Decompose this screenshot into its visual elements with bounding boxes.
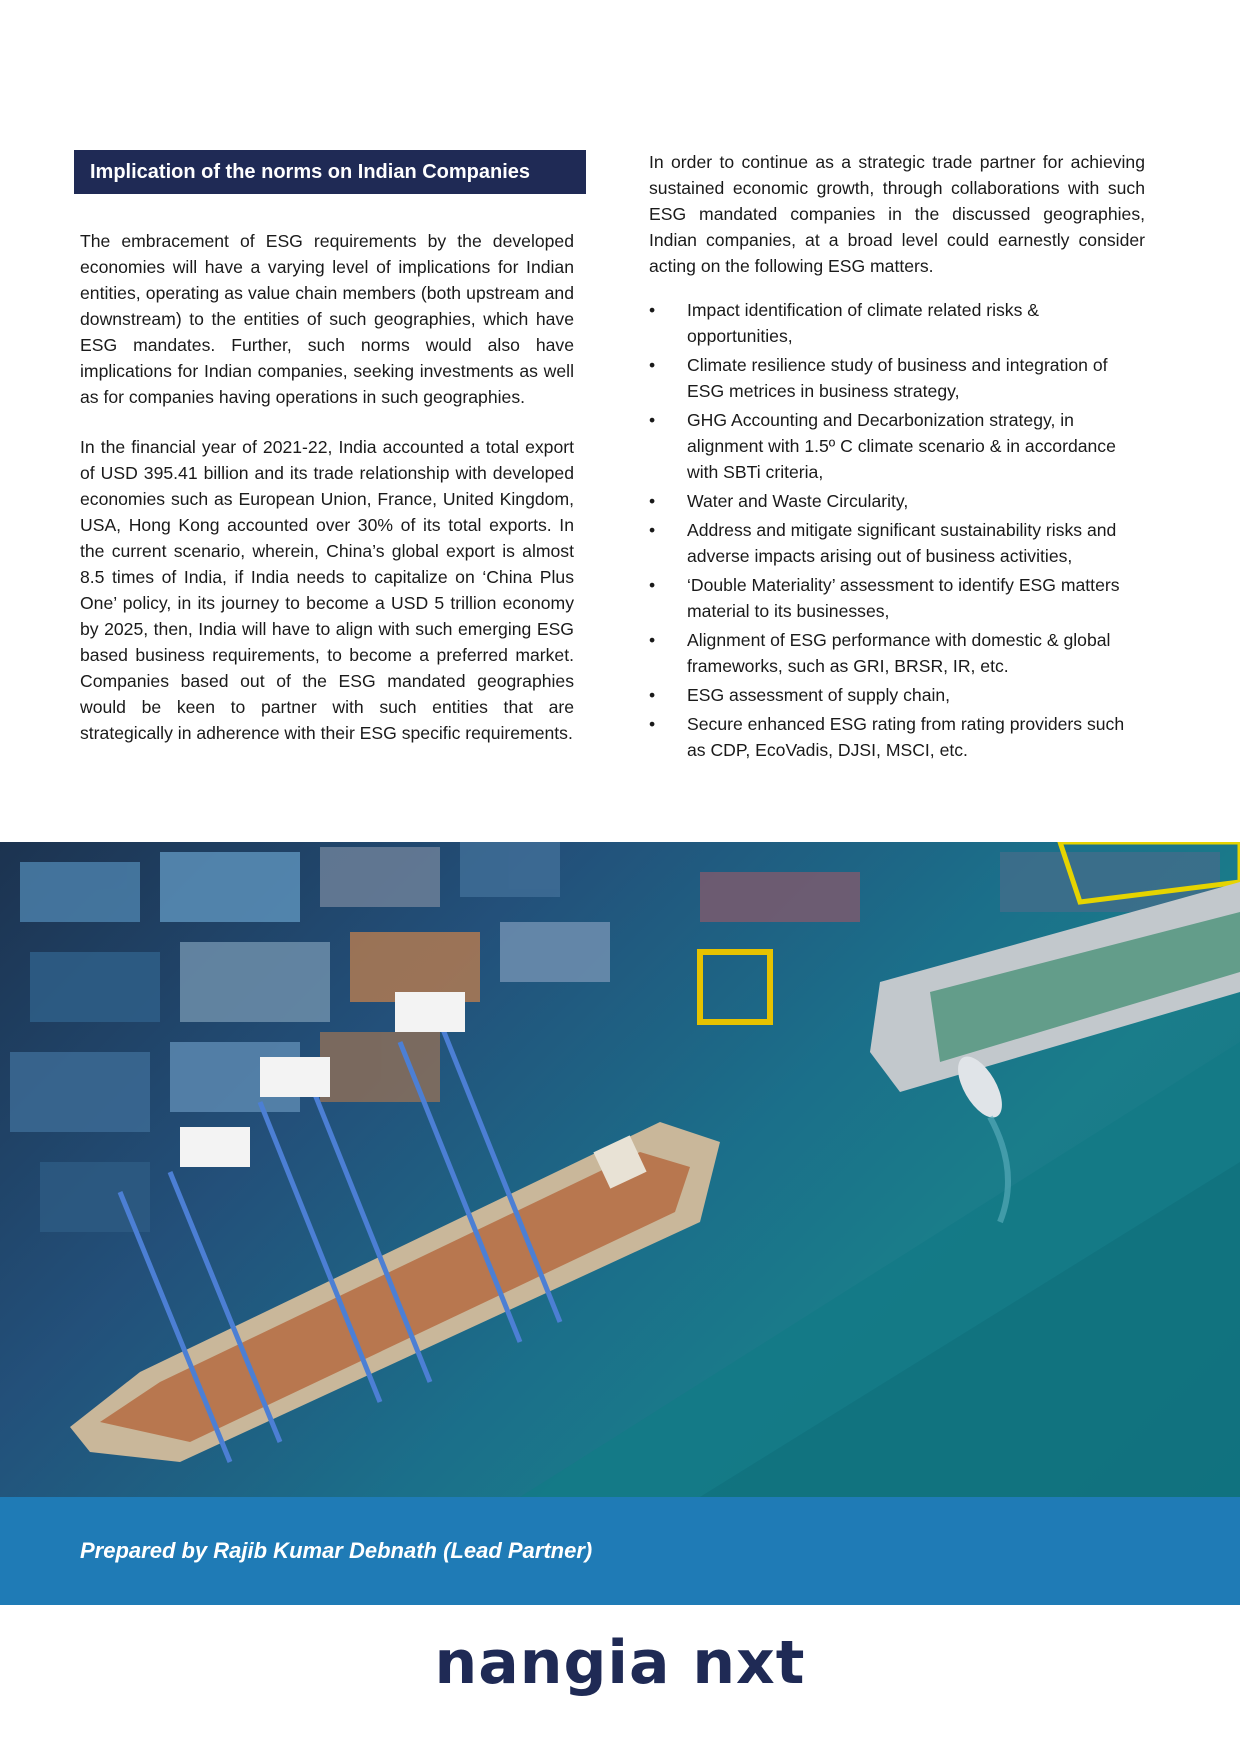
- paragraph: The embracement of ESG requirements by the developed economies will have a varying level of implications for Indian entities, operating as value chain members (both upstream and downstream) to the entities of such geographies, which have ESG mandates. Further, such norms would also have implications for Indian companies, seeking investments as well as for companies having operations in such geographies.: [80, 231, 574, 407]
- list-item: • ‘Double Materiality’ assessment to identify ESG matters material to its businesses,: [649, 572, 1145, 624]
- port-aerial-photo: [0, 842, 1240, 1497]
- bullet-icon: •: [649, 520, 656, 540]
- bullet-icon: •: [649, 575, 656, 595]
- bullet-icon: •: [649, 714, 656, 734]
- list-item: • Water and Waste Circularity,: [649, 488, 1145, 514]
- section-heading: [74, 150, 586, 194]
- intro-paragraph: In order to continue as a strategic trade partner for achieving sustained economic growth, through collaborations with such ESG mandated companies in the discussed geographies, Indian companies, at a broad level could earnestly consider acting on the following ESG matters.: [649, 152, 1145, 276]
- list-item: • Impact identification of climate related risks & opportunities,: [649, 297, 1145, 349]
- list-item: • Secure enhanced ESG rating from rating providers such as CDP, EcoVadis, DJSI, MSCI, etc.: [649, 711, 1145, 763]
- author-credit: Prepared by Rajib Kumar Debnath (Lead Partner): [80, 1538, 593, 1563]
- list-item: • Climate resilience study of business and integration of ESG metrices in business strategy,: [649, 352, 1145, 404]
- bullet-icon: •: [649, 355, 656, 375]
- port-illustration: [0, 842, 1240, 1497]
- company-logo: [0, 1628, 1240, 1698]
- bullet-icon: •: [649, 630, 656, 650]
- list-item: • Alignment of ESG performance with domestic & global frameworks, such as GRI, BRSR, IR, etc.: [649, 627, 1145, 679]
- left-column: [80, 228, 574, 746]
- paragraph: In the financial year of 2021-22, India accounted a total export of USD 395.41 billion and its trade relationship with developed economies such as European Union, France, United Kingdom, USA, Hong Kong accounted over 30% of its total exports. In the current scenario, wherein, China’s global export is almost 8.5 times of India, if India needs to capitalize on ‘China Plus One’ policy, in its journey to become a USD 5 trillion economy by 2025, then, India will have to align with such emerging ESG based business requirements, to become a preferred market. Companies based out of the ESG mandated geographies would be keen to partner with such entities that are strategically in adherence with their ESG specific requirements.: [80, 437, 574, 743]
- author-banner: [0, 1497, 1240, 1605]
- list-item: • Address and mitigate significant sustainability risks and adverse impacts arising out of business activities,: [649, 517, 1145, 569]
- bullet-icon: •: [649, 410, 656, 430]
- list-item: • ESG assessment of supply chain,: [649, 682, 1145, 708]
- list-item: • GHG Accounting and Decarbonization strategy, in alignment with 1.5º C climate scenario & in accordance with SBTi criteria,: [649, 407, 1145, 485]
- bullet-icon: •: [649, 491, 656, 511]
- logo-text: nangia nxt: [434, 1628, 806, 1698]
- section-heading-text: Implication of the norms on Indian Companies: [90, 160, 531, 183]
- bullet-icon: •: [649, 300, 656, 320]
- bullet-icon: •: [649, 685, 656, 705]
- right-column: [649, 149, 1145, 766]
- esg-matters-list: [649, 297, 1145, 763]
